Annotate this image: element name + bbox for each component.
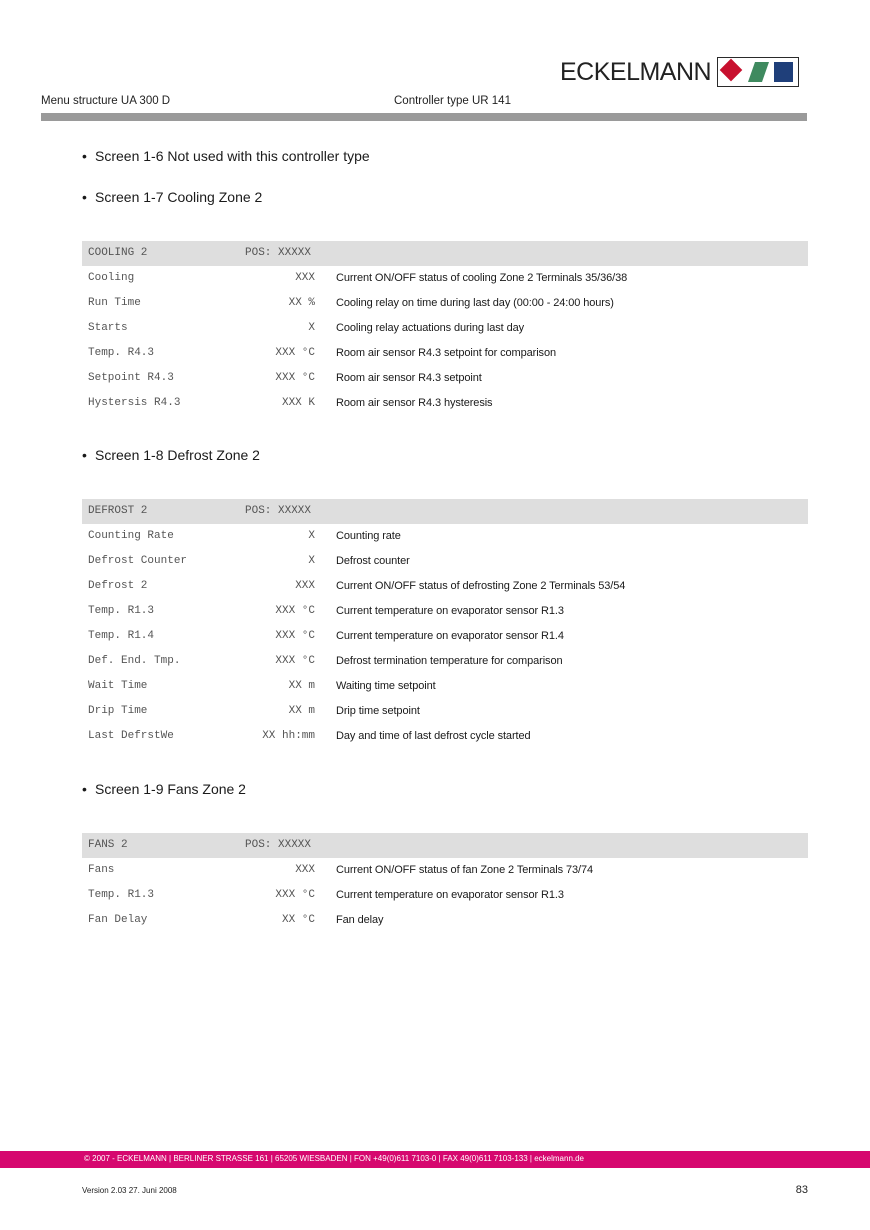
- table-row: Temp. R1.3 XXX °C Current temperature on evaporator sensor R1.3: [88, 889, 564, 901]
- eckelmann-logo-mark-icon: [717, 57, 799, 87]
- version-date: Version 2.03 27. Juni 2008: [82, 1186, 177, 1195]
- table-row: Run Time XX % Cooling relay on time during last day (00:00 - 24:00 hours): [88, 297, 614, 309]
- table-header: [82, 833, 808, 858]
- section-heading: • Screen 1-7 Cooling Zone 2: [82, 189, 263, 205]
- table-row: Drip Time XX m Drip time setpoint: [88, 705, 420, 717]
- page-number: 83: [795, 1184, 808, 1196]
- fans-zone2-table: [82, 833, 808, 933]
- screen-position: POS: XXXXX: [245, 839, 312, 851]
- table-row: Setpoint R4.3 XXX °C Room air sensor R4.3 setpoint: [88, 372, 482, 384]
- section-heading: • Screen 1-6 Not used with this controller type: [82, 148, 370, 164]
- screen-position: POS: XXXXX: [245, 247, 312, 259]
- table-row: Defrost 2 XXX Current ON/OFF status of defrosting Zone 2 Terminals 53/54: [88, 580, 626, 592]
- footer-bar: [0, 1151, 870, 1168]
- table-row: Fan Delay XX °C Fan delay: [88, 914, 384, 926]
- table-row: Temp. R4.3 XXX °C Room air sensor R4.3 setpoint for comparison: [88, 347, 556, 359]
- header-controller-type: Controller type UR 141: [394, 95, 511, 107]
- screen-name: DEFROST 2: [88, 505, 148, 517]
- bullet-icon: •: [82, 447, 87, 463]
- bullet-icon: •: [82, 189, 87, 205]
- screen-position: POS: XXXXX: [245, 505, 312, 517]
- table-row: Counting Rate X Counting rate: [88, 530, 401, 542]
- header-document-title: Menu structure UA 300 D: [41, 95, 171, 107]
- bullet-icon: •: [82, 781, 87, 797]
- table-row: Fans XXX Current ON/OFF status of fan Zone 2 Terminals 73/74: [88, 864, 593, 876]
- screen-name: COOLING 2: [88, 247, 148, 259]
- table-row: Cooling XXX Current ON/OFF status of cooling Zone 2 Terminals 35/36/38: [88, 272, 628, 284]
- brand-logo: [560, 55, 799, 89]
- screen-name: FANS 2: [88, 839, 128, 851]
- footer-copyright: © 2007 - ECKELMANN | BERLINER STRASSE 161 | 65205 WIESBADEN | FON +49(0)611 7103-0 | FAX 49(0)611 7103-133 | eckelmann.de: [84, 1154, 585, 1163]
- table-header: [82, 499, 808, 524]
- table-row: Last DefrstWe XX hh:mm Day and time of last defrost cycle started: [88, 730, 531, 742]
- cooling-zone2-table: [82, 241, 808, 416]
- table-header: [82, 241, 808, 266]
- bullet-icon: •: [82, 148, 87, 164]
- header-rule: [41, 113, 807, 121]
- brand-name: ECKELMANN: [560, 58, 712, 86]
- table-row: Def. End. Tmp. XXX °C Defrost termination temperature for comparison: [88, 655, 563, 667]
- defrost-zone2-table: [82, 499, 808, 749]
- table-row: Wait Time XX m Waiting time setpoint: [88, 680, 436, 692]
- section-heading: • Screen 1-9 Fans Zone 2: [82, 781, 246, 797]
- section-heading: • Screen 1-8 Defrost Zone 2: [82, 447, 260, 463]
- table-row: Temp. R1.4 XXX °C Current temperature on evaporator sensor R1.4: [88, 630, 564, 642]
- table-row: Starts X Cooling relay actuations during last day: [88, 322, 525, 334]
- table-row: Temp. R1.3 XXX °C Current temperature on evaporator sensor R1.3: [88, 605, 564, 617]
- table-row: Defrost Counter X Defrost counter: [88, 555, 410, 567]
- table-row: Hystersis R4.3 XXX K Room air sensor R4.3 hysteresis: [88, 397, 493, 409]
